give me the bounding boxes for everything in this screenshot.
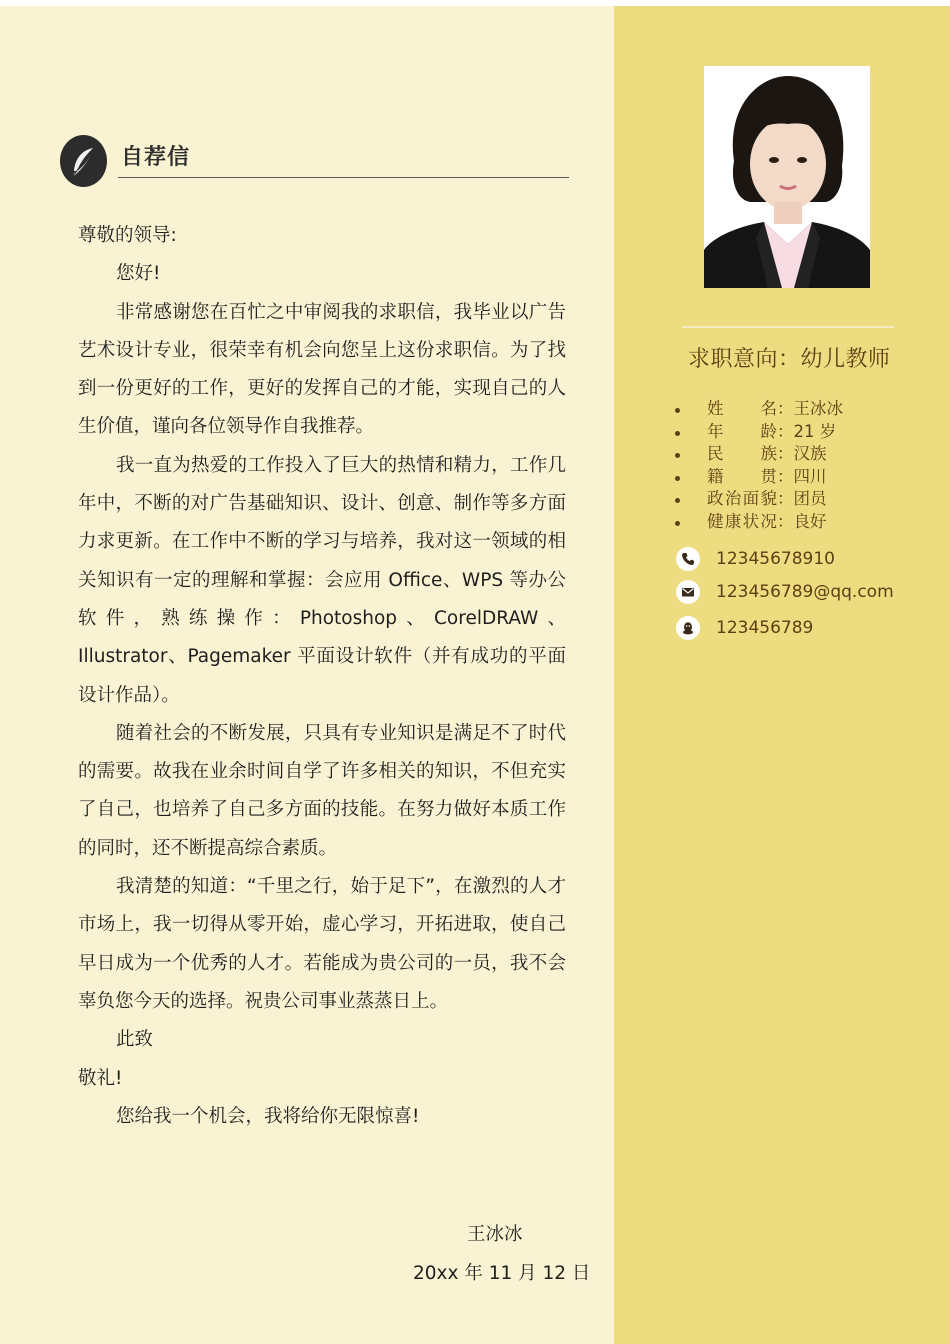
info-item (672, 466, 843, 489)
info-value: ：四川 (777, 466, 827, 486)
letter-paragraph: 我一直为热爱的工作投入了巨大的热情和精力，工作几年中，不断的对广告基础知识、设计、创意、制作等多方面力求更新。在工作中不断的学习与培养，我对这一领域的相关知识有一定的理解和掌握：会应用 Office、WPS 等办公软件，熟练操作：Photoshop、CorelDRAW、Illustrator、Pagemaker 平面设计软件（并有成功的平面设计作品）。 (78, 454, 566, 706)
info-item (672, 488, 843, 511)
mail-icon (676, 580, 700, 604)
letter-paragraph: 非常感谢您在百忙之中审阅我的求职信，我毕业以广告艺术设计专业，很荣幸有机会向您呈上这份求职信。为了找到一份更好的工作，更好的发挥自己的才能，实现自己的人生价值，谨向各位领导作自我推荐。 (78, 301, 566, 438)
info-label: 政治面貌 (707, 489, 777, 508)
resume-page (0, 6, 950, 1344)
phone-number: 12345678910 (716, 549, 835, 569)
qq-number: 123456789 (716, 618, 814, 638)
closing-salute: 敬礼! (78, 1067, 123, 1089)
personal-info-list (672, 398, 843, 533)
email-address: 123456789@qq.com (716, 582, 894, 602)
info-item (672, 443, 843, 466)
info-label: 籍 贯 (707, 466, 777, 486)
letter-heading: 自荐信 (121, 145, 191, 170)
info-value: ：团员 (777, 489, 827, 508)
info-value: ：汉族 (777, 444, 827, 463)
info-label: 民 族 (707, 444, 777, 463)
contact-qq (676, 616, 813, 640)
signature-date: 20xx 年 11 月 12 日 (413, 1263, 591, 1284)
signature-name: 王冰冰 (467, 1224, 523, 1245)
letter-panel (0, 6, 614, 1344)
contact-email (676, 580, 894, 604)
info-value: ：良好 (777, 511, 827, 531)
phone-icon (676, 547, 700, 571)
info-value: ：王冰冰 (777, 399, 843, 418)
profile-divider (682, 326, 894, 328)
contact-phone (676, 547, 835, 571)
heading-underline (118, 177, 569, 178)
profile-photo (704, 66, 870, 288)
info-item (672, 511, 843, 534)
letter-body (78, 217, 566, 1136)
info-value: ：21 岁 (777, 421, 837, 441)
closing-remark: 您给我一个机会，我将给你无限惊喜! (116, 1105, 420, 1127)
greeting: 您好! (116, 263, 161, 285)
info-label: 年 龄 (707, 421, 777, 441)
qq-icon (676, 616, 700, 640)
job-intention: 求职意向：幼儿教师 (688, 347, 891, 372)
letter-paragraph: 我清楚的知道：“千里之行，始于足下”，在激烈的人才市场上，我一切得从零开始，虚心学习，开拓进取，使自己早日成为一个优秀的人才。若能成为贵公司的一员，我不会辜负您今天的选择。祝贵公司事业蒸蒸日上。 (78, 876, 566, 1012)
feather-icon (60, 135, 107, 187)
salutation: 尊敬的领导: (78, 225, 177, 246)
info-item (672, 398, 843, 421)
closing-regards: 此致 (116, 1029, 154, 1051)
info-label: 健康状况 (707, 511, 777, 531)
info-label: 姓 名 (707, 399, 777, 418)
info-item (672, 421, 843, 444)
letter-paragraph: 随着社会的不断发展，只具有专业知识是满足不了时代的需要。故我在业余时间自学了许多相关的知识，不但充实了自己，也培养了自己多方面的技能。在努力做好本质工作的同时，还不断提高综合素质。 (78, 722, 566, 859)
